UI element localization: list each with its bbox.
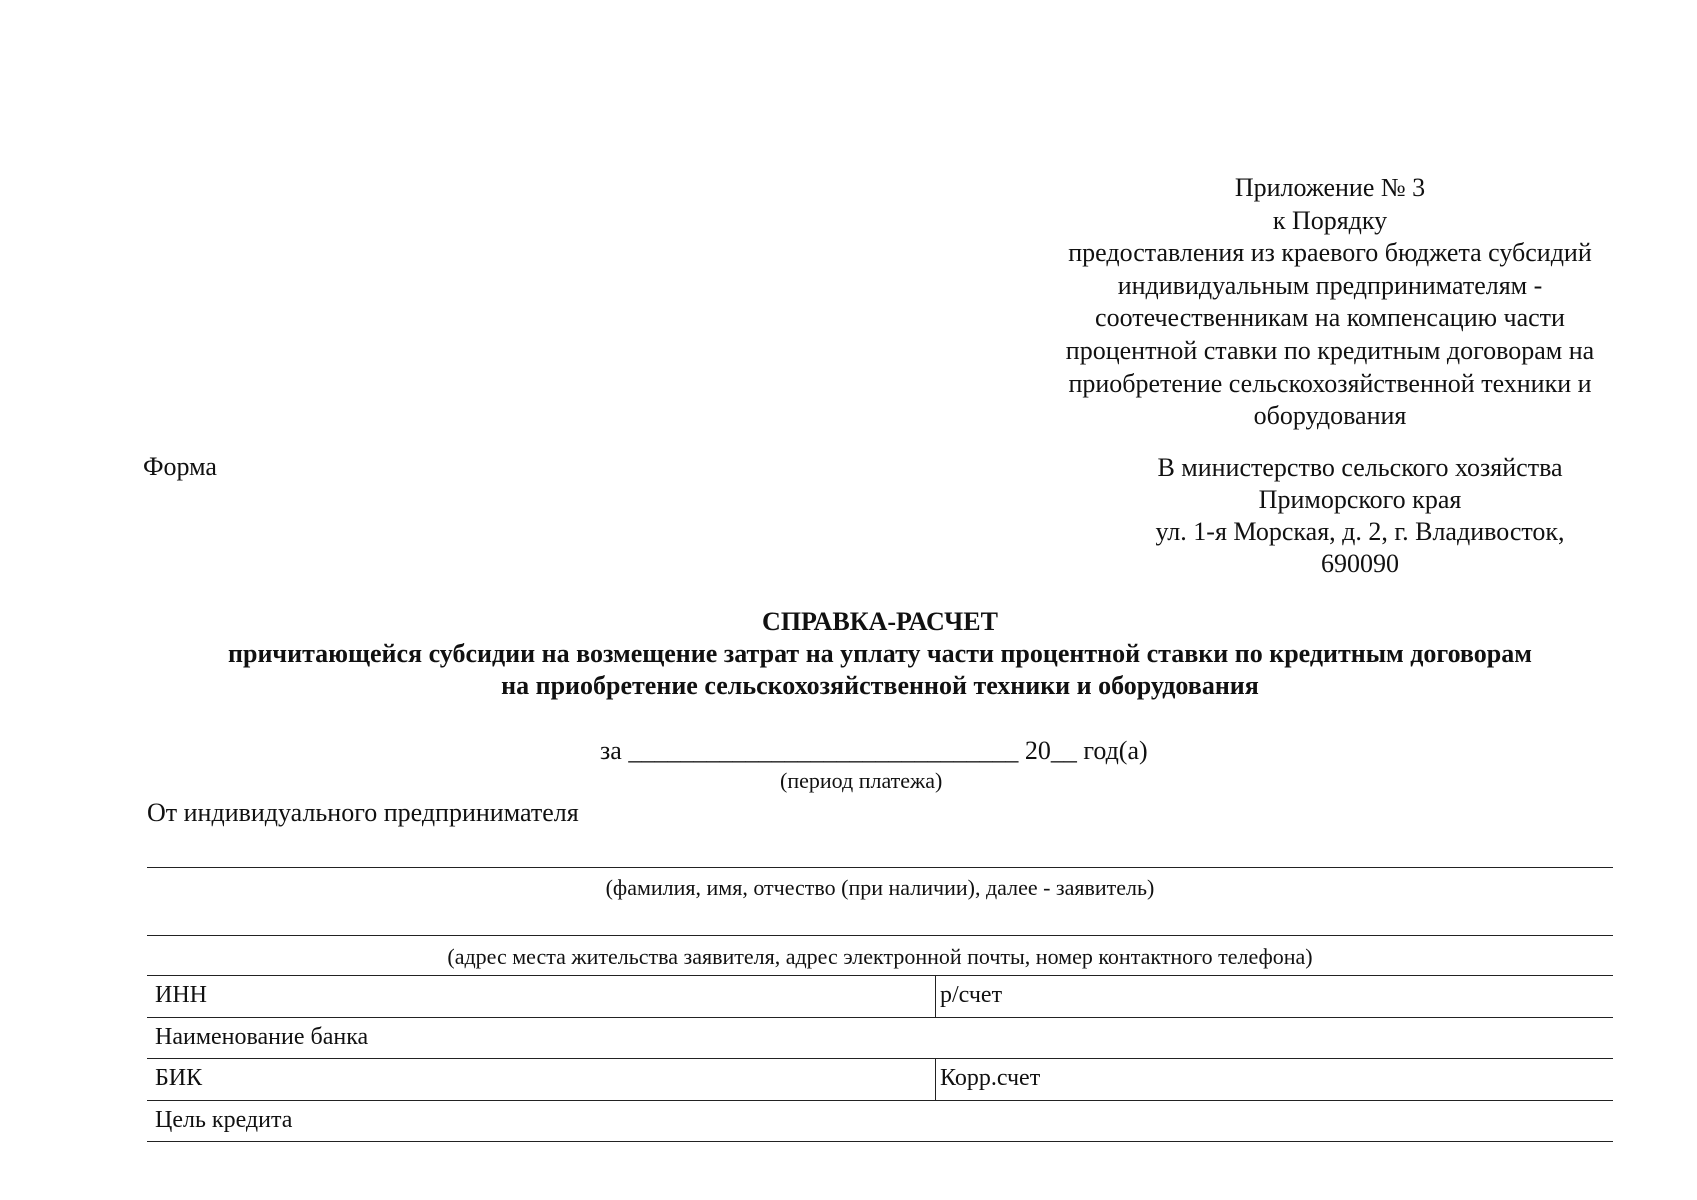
document-title	[150, 606, 1610, 702]
form-label: Форма	[143, 452, 217, 481]
annex-line: оборудования	[1253, 401, 1407, 431]
table-row-border	[147, 1058, 1613, 1059]
annex-line: приобретение сельскохозяйственной техники и	[1068, 368, 1592, 398]
table-row-border	[147, 1017, 1613, 1018]
title-line: на приобретение сельскохозяйственной техники и оборудования	[501, 671, 1259, 700]
addressee-line: 690090	[1321, 549, 1399, 578]
address-caption: (адрес места жительства заявителя, адрес электронной почты, номер контактного телефона)	[447, 944, 1313, 969]
account-label: р/счет	[940, 982, 1003, 1008]
annex-line: к Порядку	[1272, 205, 1388, 235]
period-year-prefix: 20	[1024, 736, 1051, 765]
annex-line: предоставления из краевого бюджета субсидий	[1068, 238, 1592, 268]
addressee-line: В министерство сельского хозяйства	[1157, 453, 1563, 482]
period-suffix: год(а)	[1083, 736, 1148, 765]
title-main: СПРАВКА-РАСЧЕТ	[762, 607, 998, 636]
from-label: От индивидуального предпринимателя	[147, 798, 579, 827]
annex-line: процентной ставки по кредитным договорам на	[1065, 335, 1595, 365]
addressee-line: ул. 1-я Морская, д. 2, г. Владивосток,	[1155, 517, 1565, 546]
period-caption: (период платежа)	[780, 768, 943, 793]
inn-label: ИНН	[155, 982, 207, 1008]
annex-line: индивидуальным предпринимателям -	[1117, 270, 1543, 300]
annex-line: Приложение № 3	[1234, 173, 1426, 202]
bik-label: БИК	[155, 1065, 203, 1091]
annex-line: соотечественникам на компенсацию части	[1095, 303, 1565, 333]
addressee-line: Приморского края	[1258, 485, 1462, 514]
table-column-divider	[935, 975, 936, 1017]
table-column-divider	[935, 1058, 936, 1100]
period-blank-field[interactable]: ______________________________	[628, 736, 1019, 765]
period-line	[600, 736, 1148, 766]
name-line	[147, 867, 1613, 868]
table-row-border	[147, 1100, 1613, 1101]
corr-account-label: Корр.счет	[940, 1065, 1041, 1091]
address-line	[147, 935, 1613, 936]
annex-block	[1020, 172, 1640, 433]
name-caption: (фамилия, имя, отчество (при наличии), далее - заявитель)	[605, 875, 1155, 900]
title-line: причитающейся субсидии на возмещение затрат на уплату части процентной ставки по кредитным договорам	[228, 639, 1532, 668]
addressee-block	[1120, 452, 1600, 580]
period-prefix: за	[600, 736, 622, 765]
table-row-border	[147, 1141, 1613, 1142]
period-year-blank-field[interactable]: __	[1050, 736, 1077, 765]
table-row-border	[147, 975, 1613, 976]
bank-label: Наименование банка	[155, 1024, 369, 1050]
purpose-label: Цель кредита	[155, 1107, 293, 1133]
